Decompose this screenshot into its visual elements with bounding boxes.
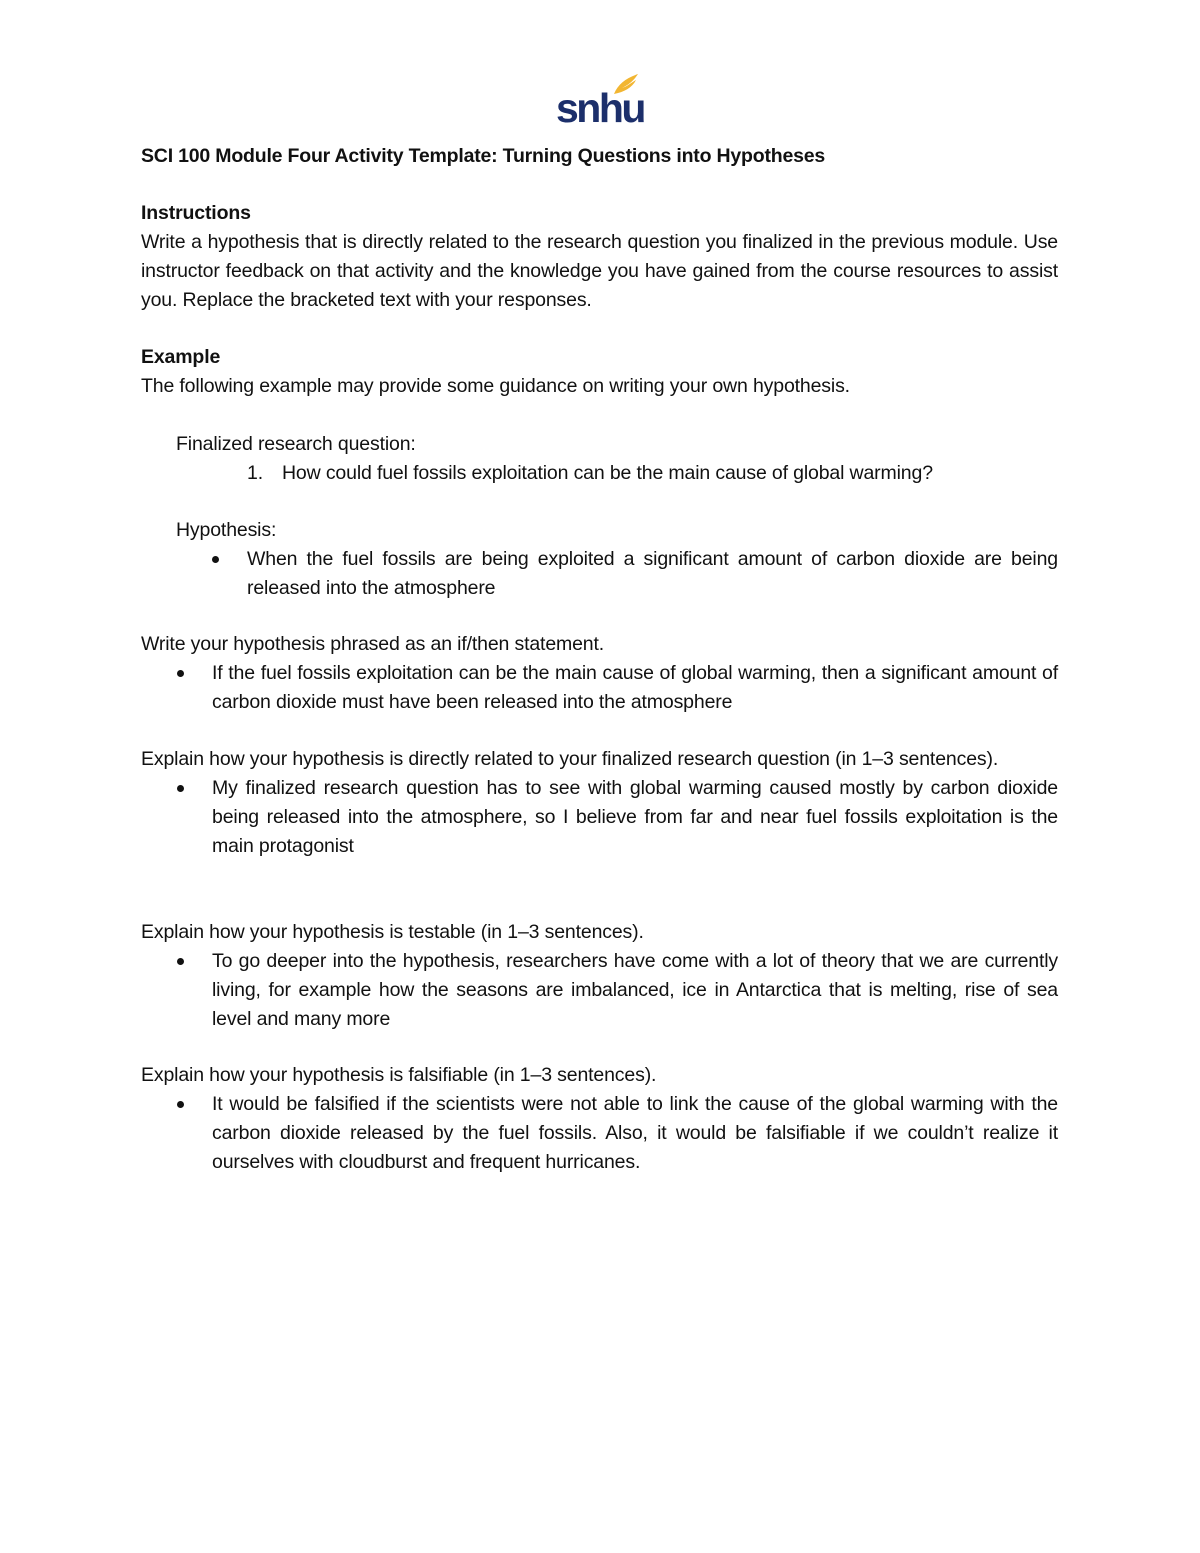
- example-question-label: Finalized research question:: [176, 433, 416, 455]
- logo-wordmark: snhu: [556, 85, 644, 131]
- section-prompt: Write your hypothesis phrased as an if/then statement.: [141, 633, 605, 655]
- section-answer-item: [141, 659, 1058, 717]
- section-if-then: [141, 630, 1058, 717]
- section-prompt: Explain how your hypothesis is testable (in 1–3 sentences).: [141, 921, 644, 943]
- instructions-section: [141, 199, 1058, 315]
- bullet-icon: [212, 556, 219, 563]
- section-answer: My finalized research question has to see with global warming caused mostly by carbon dioxide being released into the atmosphere, so I believe from far and near fuel fossils exploitation is the main protagonist: [212, 777, 1058, 857]
- instructions-body: Write a hypothesis that is directly related to the research question you finalized in the previous module. Use instructor feedback on that activity and the knowledge you have gained from the course resources to assist you. Replace the bracketed text with your responses.: [141, 231, 1058, 311]
- example-hypothesis-text: When the fuel fossils are being exploited a significant amount of carbon dioxide are being released into the atmosphere: [247, 548, 1058, 599]
- section-prompt: Explain how your hypothesis is directly related to your finalized research question (in 1–3 sentences).: [141, 748, 999, 770]
- example-question-text: How could fuel fossils exploitation can be the main cause of global warming?: [282, 462, 933, 484]
- section-answer-item: [141, 1090, 1058, 1177]
- section-answer-item: [141, 774, 1058, 861]
- list-number: 1.: [247, 462, 263, 484]
- example-section: [141, 343, 1058, 401]
- section-testable: [141, 918, 1058, 1034]
- example-heading: Example: [141, 346, 221, 368]
- section-answer: It would be falsified if the scientists were not able to link the cause of the global warming with the carbon dioxide released by the fuel fossils. Also, it would be falsifiable if we couldn’t realize it ourselves with cloudburst and frequent hurricanes.: [212, 1093, 1058, 1173]
- section-answer: To go deeper into the hypothesis, researchers have come with a lot of theory that we are currently living, for example how the seasons are imbalanced, ice in Antarctica that is melting, rise of sea level and many more: [212, 950, 1058, 1030]
- section-answer-item: [141, 947, 1058, 1034]
- example-hypothesis-item: [141, 545, 1058, 603]
- bullet-icon: [177, 1101, 184, 1108]
- example-hypothesis-block: [141, 516, 1058, 603]
- example-hypothesis-label: Hypothesis:: [176, 519, 277, 541]
- section-related: [141, 745, 1058, 861]
- bullet-icon: [177, 958, 184, 965]
- snhu-logo: [556, 72, 644, 132]
- bullet-icon: [177, 785, 184, 792]
- example-intro: The following example may provide some guidance on writing your own hypothesis.: [141, 375, 850, 397]
- section-answer: If the fuel fossils exploitation can be the main cause of global warming, then a significant amount of carbon dioxide must have been released into the atmosphere: [212, 662, 1058, 713]
- section-falsifiable: [141, 1061, 1058, 1177]
- page-title: SCI 100 Module Four Activity Template: Turning Questions into Hypotheses: [141, 145, 826, 167]
- example-question-item: [141, 459, 1058, 488]
- bullet-icon: [177, 670, 184, 677]
- instructions-heading: Instructions: [141, 202, 251, 224]
- example-question-block: [141, 430, 1058, 488]
- section-prompt: Explain how your hypothesis is falsifiable (in 1–3 sentences).: [141, 1064, 657, 1086]
